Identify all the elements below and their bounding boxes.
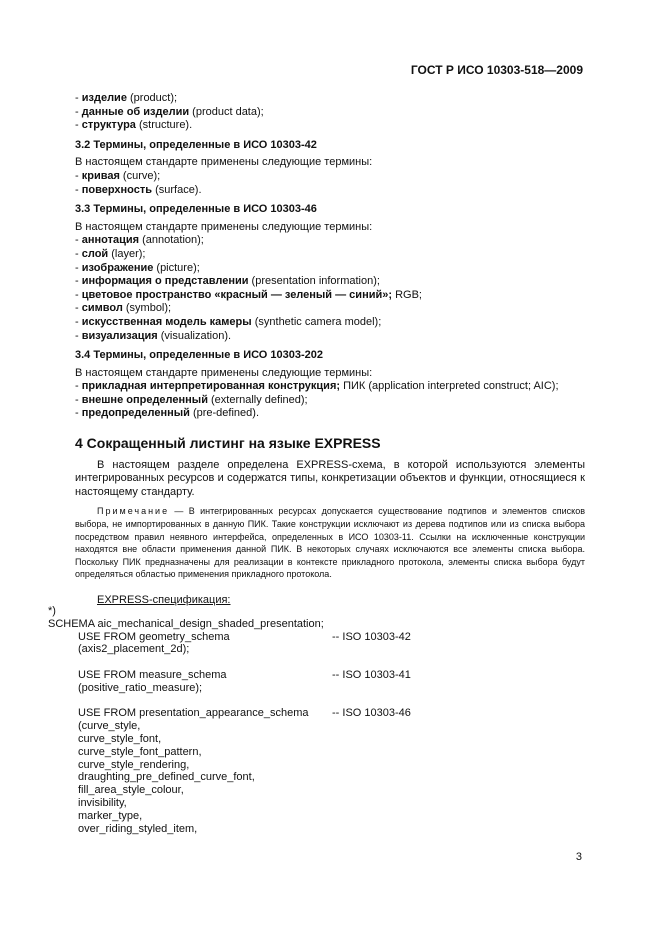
code-line: curve_style_rendering,: [78, 758, 190, 771]
code-line: marker_type,: [78, 809, 143, 822]
list-item: - слой (layer);: [75, 247, 146, 260]
code-line: USE FROM geometry_schema -- ISO 10303-42: [78, 630, 411, 643]
section-heading-3-4: 3.4 Термины, определенные в ИСО 10303-202: [75, 349, 323, 362]
code-line: (positive_ratio_measure);: [78, 681, 203, 694]
page-number: 3: [575, 851, 582, 863]
list-item: - изделие (product);: [75, 92, 178, 104]
spec-label: EXPRESS-спецификация:: [97, 594, 231, 606]
section-heading-3-3: 3.3 Термины, определенные в ИСО 10303-46: [75, 203, 317, 216]
list-item: - данные об изделии (product data);: [75, 105, 264, 118]
list-item: - цветовое пространство «красный — зеленый — синий»; RGB;: [75, 288, 422, 301]
document-header: ГОСТ Р ИСО 10303-518—2009: [410, 63, 583, 77]
section-intro: В настоящем стандарте применены следующие термины:: [75, 366, 373, 379]
note-label: Примечание: [97, 506, 170, 517]
code-line: *): [48, 605, 56, 617]
code-line: curve_style_font,: [78, 732, 162, 745]
list-item: - предопределенный (pre-defined).: [75, 407, 259, 420]
express-code-listing: [48, 605, 411, 835]
code-line: SCHEMA aic_mechanical_design_shaded_presentation;: [48, 617, 324, 630]
list-item: - кривая (curve);: [75, 169, 161, 182]
code-line: invisibility,: [78, 796, 127, 809]
section-heading-4: 4 Сокращенный листинг на языке EXPRESS: [75, 435, 381, 452]
list-item: - внешне определенный (externally defined);: [75, 393, 308, 406]
section-paragraph: В настоящем разделе определена EXPRESS-схема, в которой используются элементы интегрированных ресурсов и содержатся типы, конкретизации объектов и функции, относящиеся к настоящему стандарту.: [75, 458, 585, 498]
list-item: - прикладная интерпретированная конструкция; ПИК (application interpreted construct; AIC);: [75, 380, 559, 393]
code-line: USE FROM measure_schema -- ISO 10303-41: [78, 668, 411, 681]
code-line: (curve_style,: [78, 720, 141, 733]
code-line: fill_area_style_colour,: [78, 784, 184, 797]
section-heading-3-2: 3.2 Термины, определенные в ИСО 10303-42: [75, 138, 317, 151]
code-comment: -- ISO 10303-41: [332, 668, 411, 681]
code-comment: -- ISO 10303-42: [332, 630, 411, 643]
list-item: - символ (symbol);: [75, 302, 172, 315]
code-line: draughting_pre_defined_curve_font,: [78, 771, 255, 784]
list-item: - структура (structure).: [75, 119, 193, 132]
document-body: [75, 92, 585, 608]
section-intro: В настоящем стандарте применены следующие термины:: [75, 156, 373, 169]
code-line: (axis2_placement_2d);: [78, 643, 190, 656]
list-item: - изображение (picture);: [75, 261, 200, 274]
code-line: USE FROM presentation_appearance_schema -- ISO 10303-46: [78, 707, 411, 720]
section-intro: В настоящем стандарте применены следующие термины:: [75, 220, 373, 233]
note-paragraph: [75, 505, 585, 581]
list-item: - информация о представлении (presentation information);: [75, 275, 380, 288]
list-item: - поверхность (surface).: [75, 183, 202, 196]
code-comment: -- ISO 10303-46: [332, 707, 411, 720]
code-line: curve_style_font_pattern,: [78, 745, 202, 758]
list-item: - аннотация (annotation);: [75, 234, 204, 247]
note-text: — В интегрированных ресурсах допускается существование подтипов и элементов списков выбора, не импортированных в данную ПИК. Такие конструкции исключают из дерева подтипов или из списка выбора посредством правил неявного интерфейса, определенных в ИСО 10303-11. Ссылки на исключенные конструкции находятся вне области применения данной ПИК. В некоторых случаях исключаются все элементы списка выбора. Поскольку ПИК предназначены для реализации в контексте прикладного протокола, элементы списка выбора будут определяться областью применения прикладного протокола.: [75, 506, 585, 580]
code-line: over_riding_styled_item,: [78, 822, 198, 835]
list-item: - искусственная модель камеры (synthetic camera model);: [75, 315, 382, 328]
list-item: - визуализация (visualization).: [75, 329, 232, 342]
